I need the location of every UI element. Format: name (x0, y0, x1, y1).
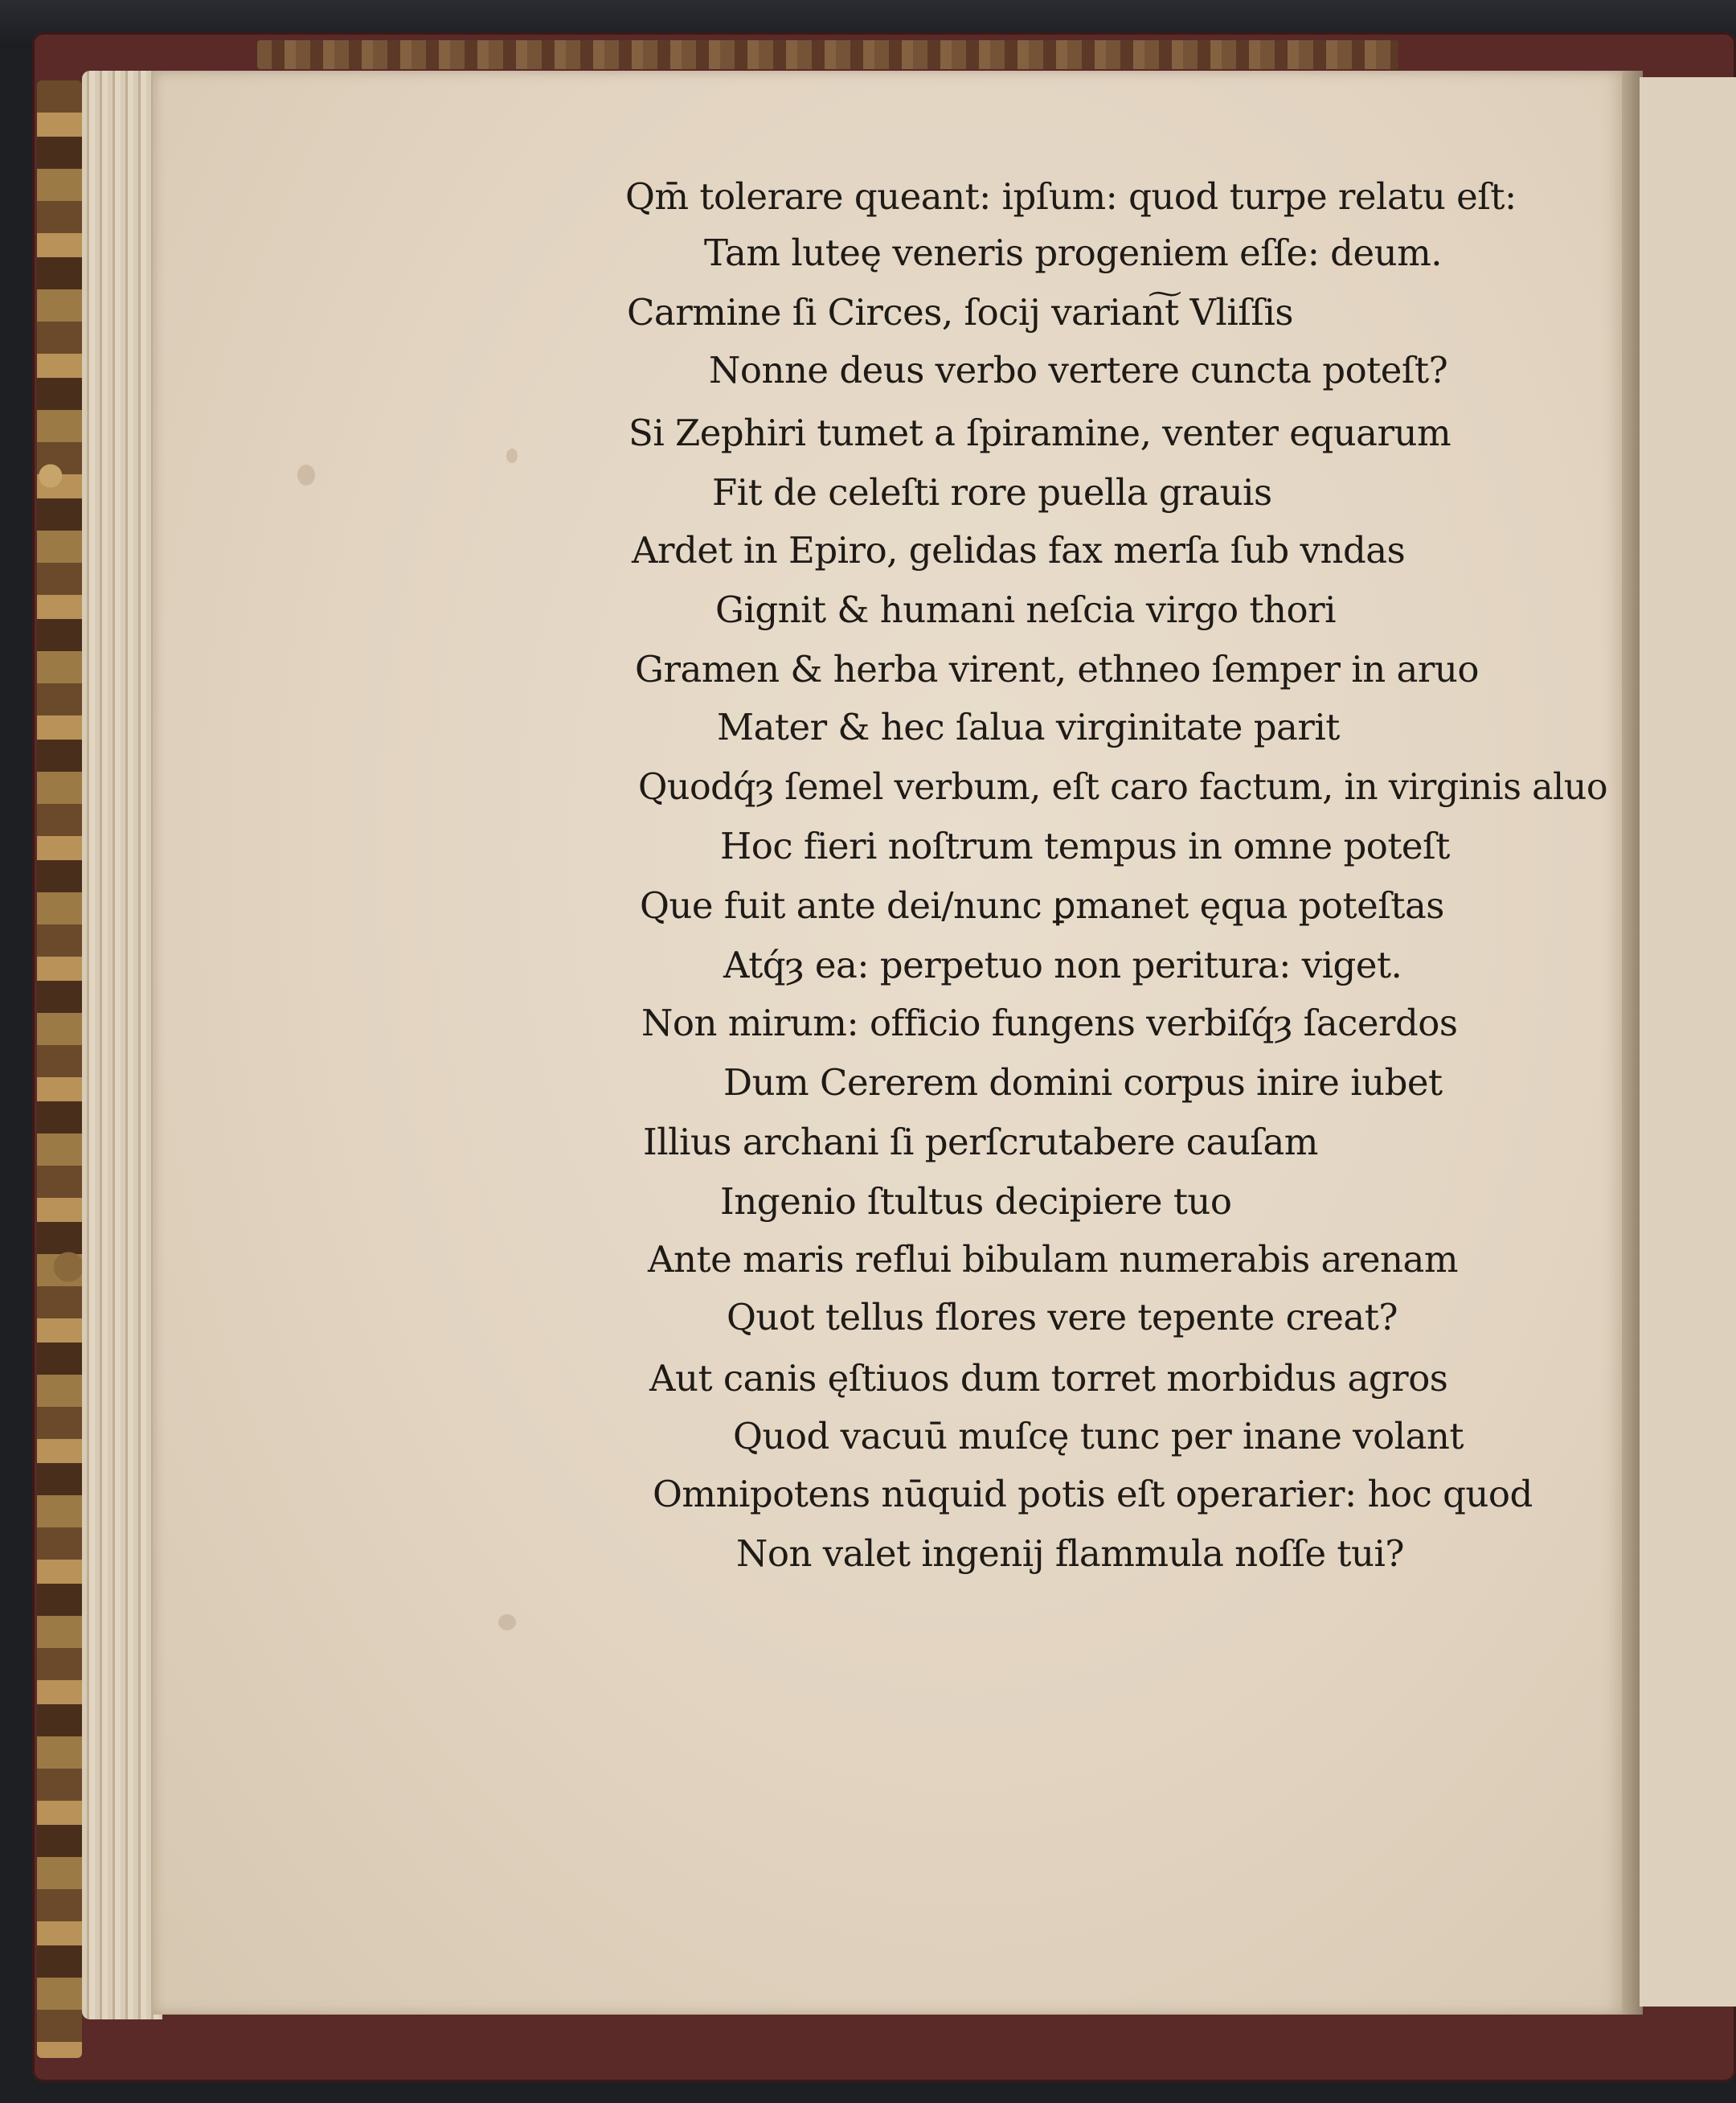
verse-line-indented: Quot tellus flores vere tepente creat? (727, 1296, 1398, 1338)
verse-line: Omnipotens nūquid potis eſt operarier: hoc quod (653, 1473, 1533, 1515)
verse-line: Ante maris reflui bibulam numerabis arenam (648, 1238, 1459, 1281)
verse-line-indented: Atq́ȝ ea: perpetuo non peritura: viget. (723, 944, 1402, 986)
verse-line: Si Zephiri tumet a ſpiramine, venter equarum (628, 412, 1451, 454)
page-edges (82, 71, 162, 2019)
paper-stain (506, 449, 518, 463)
verse-line: Non mirum: officio fungens verbiſq́ȝ ſacerdos (641, 1002, 1458, 1044)
verse-line: Qm̄ tolerare queant: ipſum: quod turpe relatu eſt: (625, 175, 1517, 218)
verse-line: Illius archani ſi perſcrutabere cauſam (643, 1121, 1318, 1163)
verse-line-indented: Ingenio ſtultus decipiere tuo (720, 1180, 1232, 1223)
marbled-board-edge (37, 80, 82, 2058)
verse-line-indented: Non valet ingenij flammula noſſe tui? (736, 1532, 1404, 1575)
verse-line-indented: Gignit & humani neſcia virgo thori (715, 588, 1336, 631)
paper-stain (297, 465, 315, 486)
verse-line-indented: Quod vacuū muſcę tunc per inane volant (733, 1415, 1464, 1457)
verse-line: Carmine ſi Circes, ſocij varian͠t Vliſſis (627, 291, 1294, 334)
verse-line-indented: Mater & hec ſalua virginitate parit (717, 706, 1340, 748)
verse-line: Gramen & herba virent, ethneo ſemper in aruo (635, 648, 1479, 691)
verse-line: Que fuit ante dei/nunc ꝑmanet ęqua poteſtas (640, 884, 1444, 927)
verse-line: Aut canis ęſtiuos dum torret morbidus agros (649, 1357, 1448, 1400)
verse-line-indented: Hoc fieri noſtrum tempus in omne poteſt (720, 825, 1450, 867)
binding-head-edge (257, 40, 1398, 69)
verse-line: Quodq́ȝ ſemel verbum, eſt caro factum, in virginis aluo (638, 765, 1608, 808)
verse-line-indented: Nonne deus verbo vertere cuncta poteſt? (709, 349, 1448, 391)
verse-line: Ardet in Epiro, gelidas fax merſa ſub vndas (632, 529, 1406, 572)
verse-line-indented: Dum Cererem domini corpus inire iubet (723, 1061, 1443, 1104)
verse-line-indented: Tam luteę veneris progeniem eſſe: deum. (704, 232, 1443, 274)
facing-page-edge (1640, 77, 1736, 2007)
verse-line-indented: Fit de celeſti rore puella grauis (712, 471, 1272, 514)
paper-stain (498, 1614, 516, 1630)
